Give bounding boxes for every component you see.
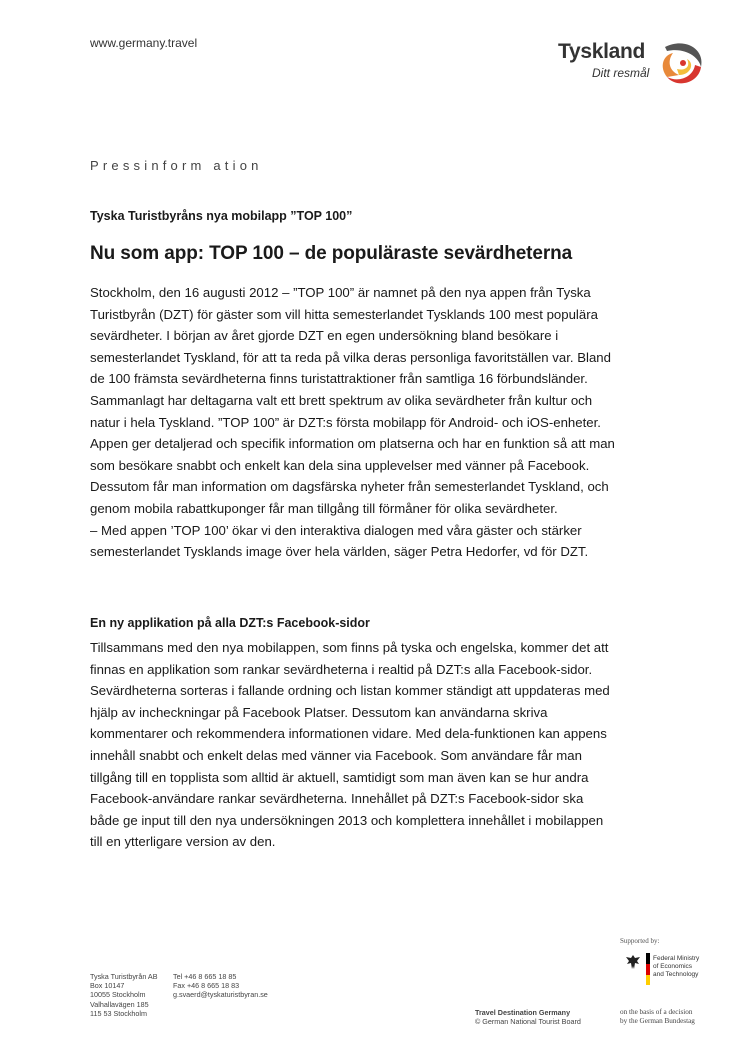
ministry-line: of Economics: [653, 963, 693, 970]
text-line: innehåll snabbt och enkelt delas med vänner via Facebook. Som användare får man: [90, 747, 582, 763]
footer-address-line: 115 53 Stockholm: [90, 1008, 148, 1018]
footer-fax: Fax +46 8 665 18 83: [173, 981, 240, 991]
text-line: som besökare snabbt och enkelt kan dela sina upplevelser med vänner på Facebook.: [90, 457, 590, 473]
footer-contact: [173, 972, 268, 1000]
footer-email-link[interactable]: g.svaerd@tyskaturistbyran.se: [173, 990, 268, 1000]
basis-line: on the basis of a decision: [620, 1008, 693, 1016]
text-line: sevärdheter. I början av året gjorde DZT en egen undersökning bland besökare i: [90, 328, 559, 344]
footer-address: [90, 972, 158, 1018]
ministry-name: [653, 955, 699, 979]
text-line: Turistbyrån (DZT) för gäster som vill hitta semesterlandet Tysklands 100 mest populära: [90, 306, 598, 322]
ministry-line: and Technology: [653, 971, 699, 978]
footer-address-line: Valhallavägen 185: [90, 999, 149, 1009]
bundestag-basis: [620, 1008, 695, 1026]
text-line: finnas en applikation som rankar sevärdheterna i realtid på DZT:s alla Facebook-sidor.: [90, 661, 593, 677]
text-line: till en ytterligare version av den.: [90, 834, 276, 850]
text-line: tillgång till en topplista som alltid är aktuell, samtidigt som man även kan se hur andra: [90, 769, 589, 785]
ministry-line: Federal Ministry: [653, 955, 700, 962]
text-line: Tillsammans med den nya mobilappen, som finns på tyska och engelska, kommer det att: [90, 640, 609, 655]
basis-line: by the German Bundestag: [620, 1017, 695, 1025]
logo-subtitle: Ditt resmål: [592, 66, 650, 80]
document-type: Pressinform ation: [90, 158, 263, 173]
text-line: Appen ger detaljerad och specifik information om platserna och har en funktion så att man: [90, 436, 615, 452]
text-line: Dessutom får man information om dagsfärska nyheter från semesterlandet Tyskland, och: [90, 479, 609, 495]
text-line: hjälp av incheckningar på Facebook Platser. Dessutom kan användarna skriva: [90, 704, 548, 720]
text-line: kommentarer och rekommendera informationen vidare. Med dela-funktionen kan appens: [90, 726, 607, 742]
paragraph-2: [90, 637, 670, 853]
german-flag-icon: [646, 953, 650, 985]
header-url[interactable]: www.germany.travel: [90, 36, 198, 50]
footer-address-line: Box 10147: [90, 981, 125, 991]
supported-by-label: Supported by:: [620, 937, 660, 945]
logo-title: Tyskland: [558, 40, 646, 63]
text-line: semesterlandet Tysklands image över hela världen, säger Petra Hedorfer, vd för DZT.: [90, 544, 589, 560]
text-line: semesterlandet Tyskland, för att ta reda på vilka deras personliga favoritställen var. Bland: [90, 349, 611, 365]
text-line: Stockholm, den 16 augusti 2012 – ”TOP 100” är namnet på den nya appen från Tyska: [90, 285, 591, 300]
text-line: både ge input till den nya undersökningen 2013 och komplettera innehållet i mobilappen: [90, 812, 604, 828]
text-line: genom mobila rabattkuponger får man tillgång till förmåner för olika sevärdheter.: [90, 500, 558, 516]
text-line: Sammanlagt har deltagarna valt ett brett spektrum av olika sevärdheter från kultur och: [90, 392, 593, 408]
text-line: de 100 främsta sevärdheterna finns turistattraktioner från samtliga 16 förbundsländer.: [90, 371, 588, 387]
text-line: – Med appen ’TOP 100’ ökar vi den interaktiva dialogen med våra gäster och stärker: [90, 522, 582, 538]
footer-address-line: Tyska Turistbyrån AB: [90, 972, 158, 981]
text-line: natur i hela Tyskland. ”TOP 100” är DZT:s första mobilapp för Android- och iOS-enheter.: [90, 414, 601, 430]
footer-tdg-title: Travel Destination Germany: [475, 1008, 571, 1017]
section-heading: En ny applikation på alla DZT:s Facebook-sidor: [90, 616, 370, 630]
footer-phone: Tel +46 8 665 18 85: [173, 972, 237, 981]
dzt-swirl-logo-icon: [655, 37, 707, 89]
text-line: Sevärdheterna sorteras i fallande ordning och listan kommer ständigt att uppdateras med: [90, 683, 610, 699]
text-line: Facebook-användare rankar sevärdheterna. Innehållet på DZT:s Facebook-sidor ska: [90, 791, 584, 807]
federal-eagle-icon: [624, 953, 642, 971]
headline: Nu som app: TOP 100 – de populäraste sevärdheterna: [90, 243, 573, 264]
paragraph-1: [90, 282, 670, 563]
footer-tdg: [475, 1008, 581, 1026]
footer-tdg-subtitle: © German National Tourist Board: [475, 1017, 581, 1027]
footer-address-line: 10055 Stockholm: [90, 990, 146, 1000]
kicker: Tyska Turistbyråns nya mobilapp ”TOP 100”: [90, 209, 353, 223]
